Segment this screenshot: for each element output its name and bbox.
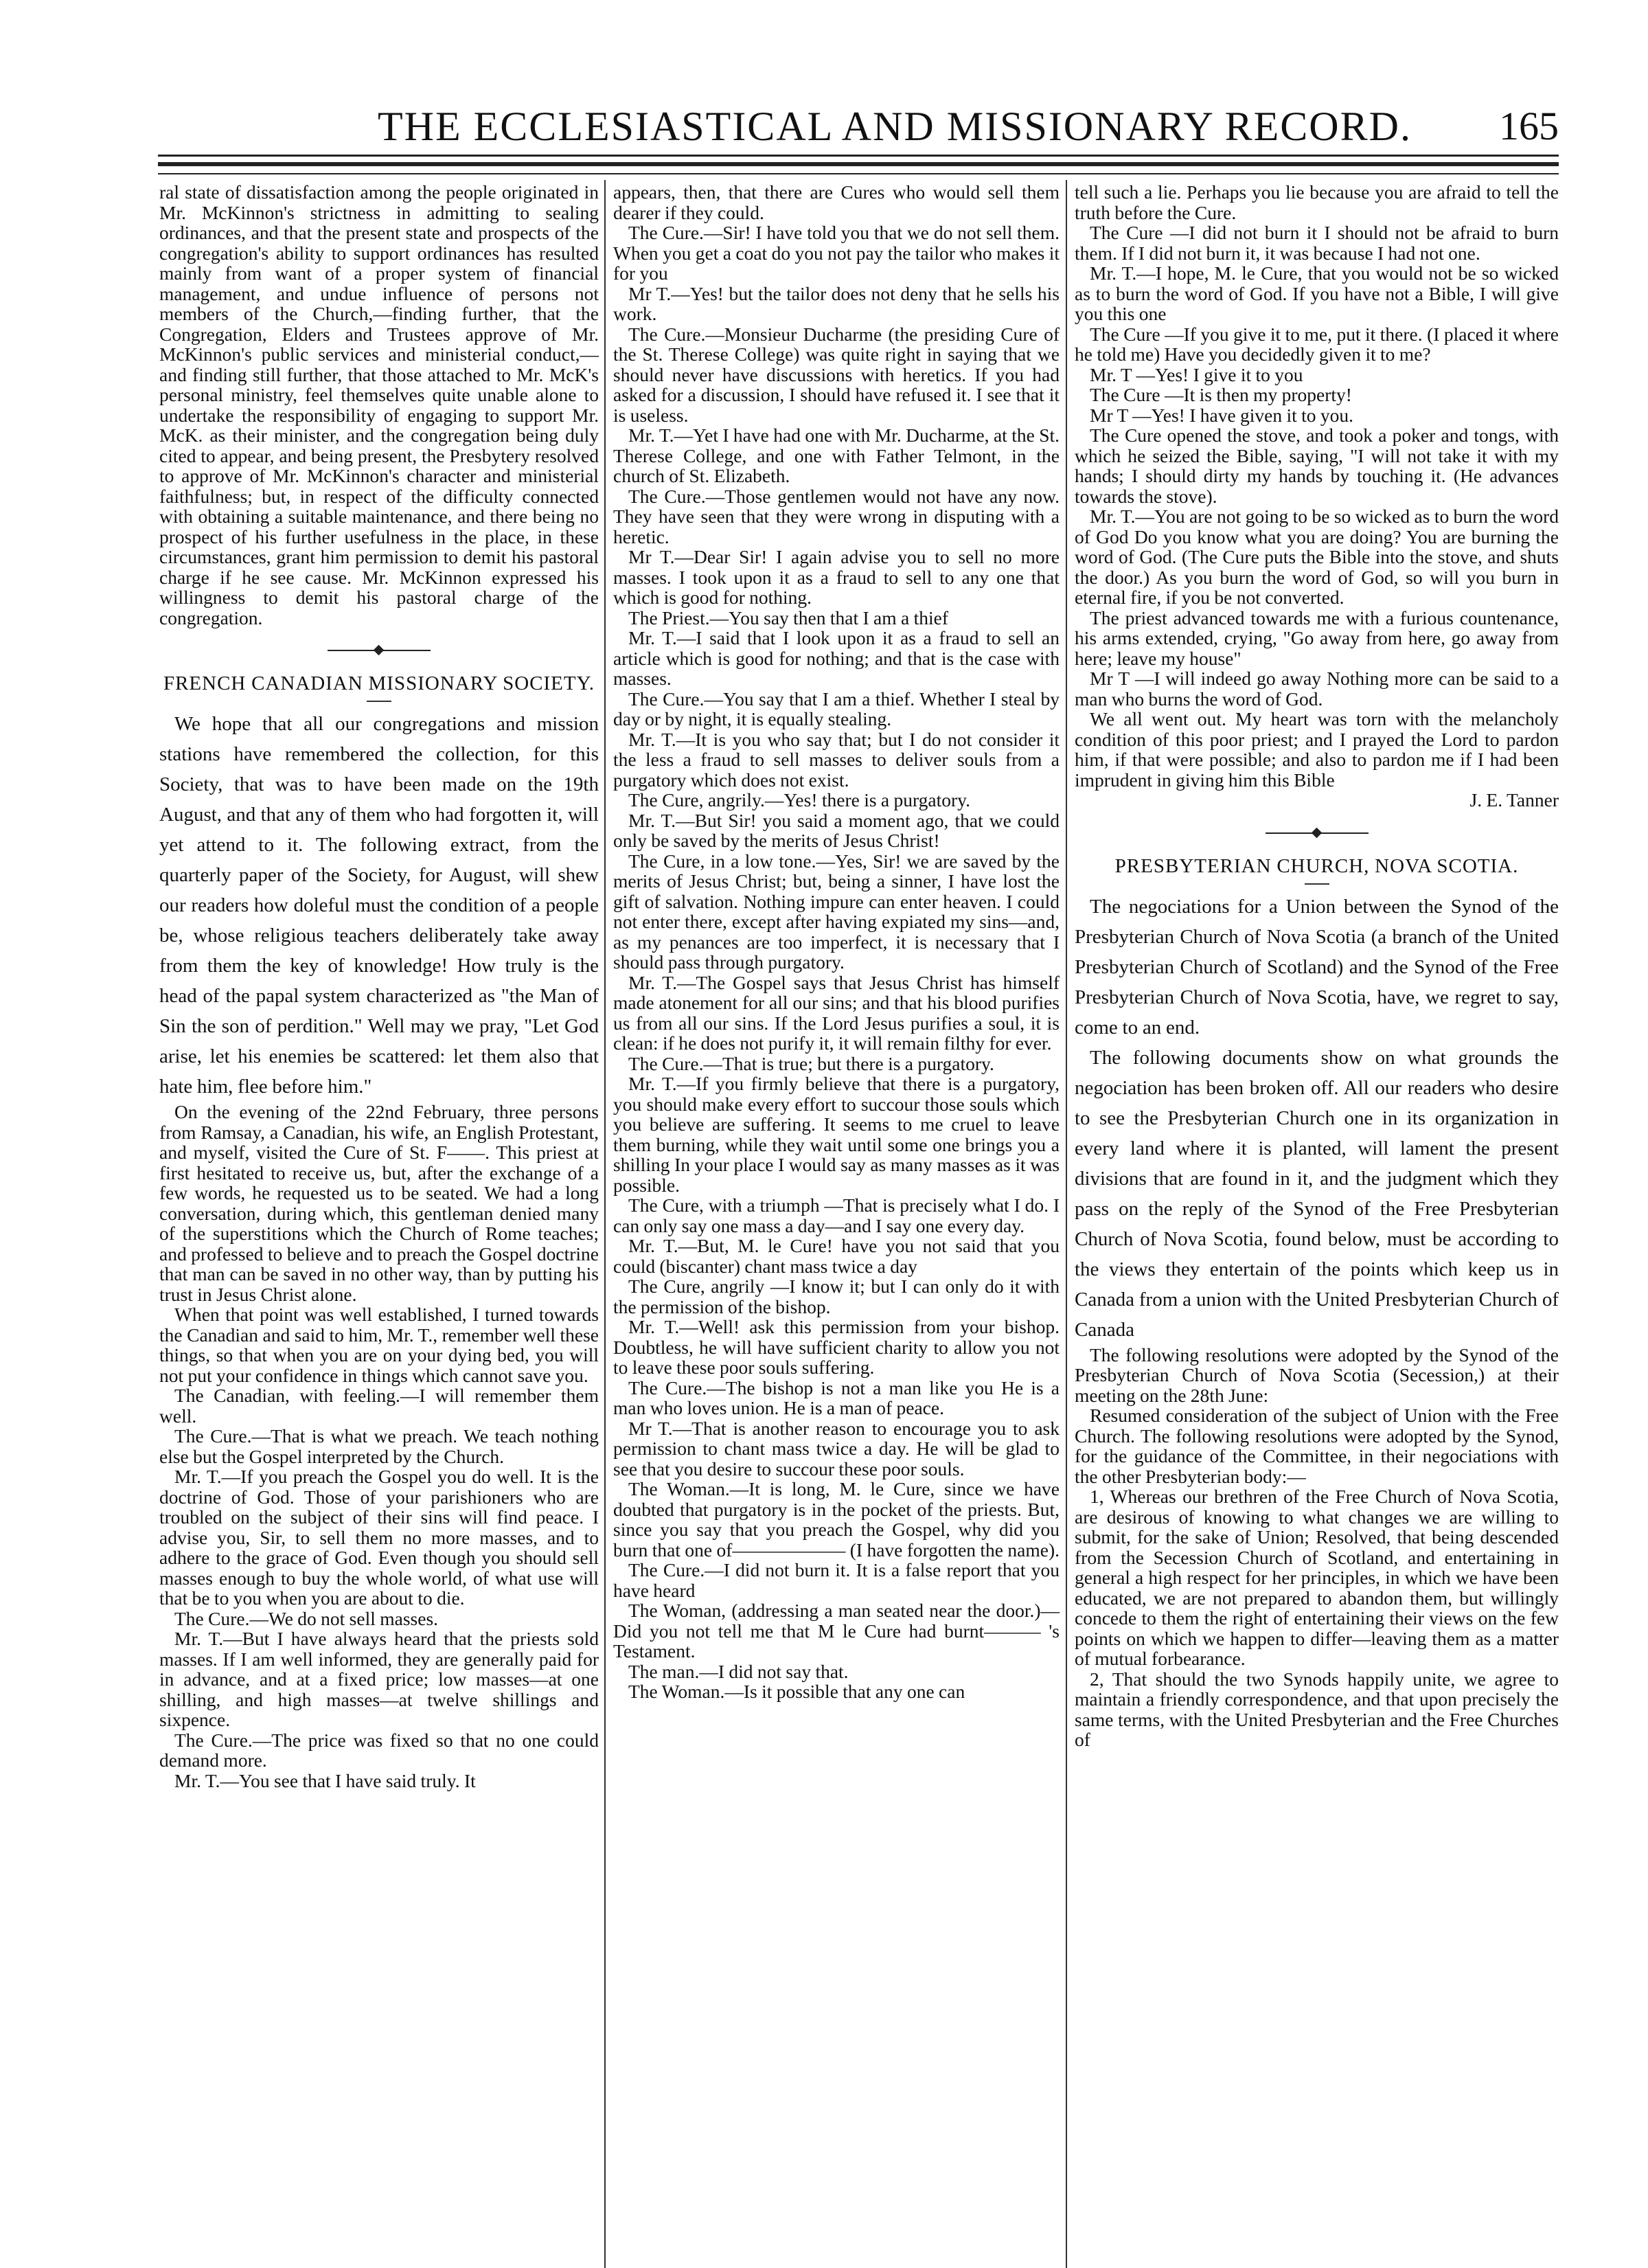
paragraph: The Cure, in a low tone.—Yes, Sir! we are saved by the merits of Jesus Christ; but, being a sinner, I have lost the gift of salvation. Nothing impure can enter heaven. I could not enter there, except after having expiated my sins—and, as my penances are too imperfect, it is necessary that I should pass through purgatory.: [613, 850, 1060, 973]
paragraph: The man.—I did not say that.: [628, 1660, 849, 1682]
column-3: [1075, 182, 1559, 1750]
section-heading: FRENCH CANADIAN MISSIONARY SOCIETY.: [163, 672, 595, 694]
paragraph: The Cure —It is then my property!: [1090, 384, 1352, 405]
paragraph: appears, then, that there are Cures who would sell them dearer if they could.: [613, 181, 1060, 223]
paragraph: tell such a lie. Perhaps you lie because you are afraid to tell the truth before the Cure.: [1075, 181, 1559, 223]
column-divider: [1066, 180, 1067, 2268]
header-rule-thick: [158, 162, 1559, 166]
paragraph: Mr. T —Yes! I give it to you: [1090, 363, 1303, 385]
paragraph: The Cure.—That is what we preach. We teach nothing else but the Gospel interpreted by the Church.: [159, 1425, 599, 1467]
paragraph: 2, That should the two Synods happily unite, we agree to maintain a friendly correspondence, and that upon precisely the same terms, with the United Presbyterian and the Free Churches of: [1075, 1668, 1559, 1750]
paragraph: Mr T.—Yes! but the tailor does not deny that he sells his work.: [613, 282, 1060, 324]
paragraph: The Cure.—That is true; but there is a purgatory.: [628, 1052, 994, 1074]
paragraph: The Cure.—The bishop is not a man like you He is a man who loves union. He is a man of peace.: [613, 1376, 1060, 1418]
paragraph: Mr. T.—Yet I have had one with Mr. Ducharme, at the St. Therese College, and one with Father Telmont, in the church of St. Elizabeth.: [613, 424, 1060, 486]
paragraph: The following documents show on what grounds the negociation has been broken off. All our readers who desire to see the Presbyterian Church one in its organization in every land where it is planted, will lament the present divisions that are found in it, and the judgment which they pass on the reply of the Synod of the Free Presbyterian Church of Nova Scotia, found below, must be according to the views they entertain of the points which keep us in Canada from a union with the United Presbyterian Church of Canada: [1075, 1046, 1559, 1341]
paragraph: The Cure.—The price was fixed so that no one could demand more.: [159, 1729, 599, 1771]
page-number: 165: [1499, 104, 1559, 148]
paragraph: The Cure.—Sir! I have told you that we do not sell them. When you get a coat do you not pay the tailor who makes it for you: [613, 222, 1060, 284]
paragraph: Mr. T.—Well! ask this permission from your bishop. Doubtless, he will have sufficient charity to allow you not to leave these poor souls suffering.: [613, 1316, 1060, 1378]
paragraph: The Cure —If you give it to me, put it there. (I placed it where he told me) Have you decidedly given it to me?: [1075, 323, 1559, 365]
column-1: [159, 182, 599, 1791]
heading-dash: [159, 699, 599, 703]
paragraph: ral state of dissatisfaction among the people originated in Mr. McKinnon's strictness in admitting to sealing ordinances, and that the present state and prospects of the congregation's ability to support ordinances has resulted mainly from want of a proper system of financial management, and undue influence of persons not members of the Church,—finding further, that the Congregation, Elders and Trustees approve of Mr. McKinnon's public services and ministerial conduct,—and finding still further, that those attached to Mr. McK's personal ministry, feel themselves quite unable alone to undertake the responsibility of engaging to support Mr. McK. as their minister, and the congregation being duly cited to appear, and being present, the Presbytery resolved to approve of Mr. McKinnon's character and ministerial faithfulness; but, in respect of the difficulty connected with obtaining a suitable maintenance, and there being no prospect of his further usefulness in the place, in these circumstances, grant him permission to demit his pastoral charge if he see cause. Mr. McKinnon expressed his willingness to demit his pastoral charge of the congregation.: [159, 181, 599, 628]
paragraph: Mr. T.—I said that I look upon it as a fraud to sell an article which is good for nothing; and that is the case with masses.: [613, 627, 1060, 689]
paragraph: Mr. T.—If you preach the Gospel you do well. It is the doctrine of God. Those of your parishioners who are troubled on the subject of their sins will find peace. I advise you, Sir, to sell them no more masses, and to adhere to the grace of God. Even though you should sell masses enough to buy the whole world, of what use will that be to you when you are about to die.: [159, 1466, 599, 1609]
section-heading: PRESBYTERIAN CHURCH, NOVA SCOTIA.: [1114, 854, 1519, 877]
page-title: THE ECCLESIASTICAL AND MISSIONARY RECORD.: [378, 104, 1412, 149]
paragraph: Mr T —I will indeed go away Nothing more can be said to a man who burns the word of God.: [1075, 668, 1559, 710]
author-signature: J. E. Tanner: [1469, 789, 1559, 810]
paragraph: Mr. T.—But, M. le Cure! have you not said that you could (biscanter) chant mass twice a day: [613, 1235, 1060, 1277]
paragraph: The negociations for a Union between the Synod of the Presbyterian Church of Nova Scotia (a branch of the United Presbyterian Church of Scotland) and the Synod of the Free Presbyterian Church of Nova Scotia, have, we regret to say, come to an end.: [1075, 895, 1559, 1039]
paragraph: We all went out. My heart was torn with the melancholy condition of this poor priest; and I prayed the Lord to pardon him, if that were possible; and also to pardon me if I had been imprudent in giving him this Bible: [1075, 708, 1559, 791]
heading-dash: [1075, 882, 1559, 886]
column-2: [613, 182, 1060, 1702]
paragraph: Mr. T.—But Sir! you said a moment ago, that we could only be saved by the merits of Jesus Christ!: [613, 809, 1060, 851]
paragraph: Mr T —Yes! I have given it to you.: [1090, 404, 1354, 426]
paragraph: Mr. T.—You are not going to be so wicked as to burn the word of God Do you know what you are doing? You are burning the word of God. (The Cure puts the Bible into the stove, and shuts the door.) As you burn the word of God, so will you burn in eternal fire, if you be not converted.: [1075, 506, 1559, 608]
paragraph: The Cure.—I did not burn it. It is a false report that you have heard: [613, 1559, 1060, 1601]
paragraph: The Cure —I did not burn it I should not be afraid to burn them. If I did not burn it, it was because I had not one.: [1075, 222, 1559, 264]
paragraph: Mr. T.—I hope, M. le Cure, that you would not be so wicked as to burn the word of God. If you have not a Bible, I will give you this one: [1075, 262, 1559, 324]
paragraph: Resumed consideration of the subject of Union with the Free Church. The following resolutions were adopted by the Synod, for the guidance of the Committee, in their negociations with the other Presbyterian body:—: [1075, 1405, 1559, 1487]
paragraph: Mr T.—That is another reason to encourage you to ask permission to chant mass twice a day. He will be glad to see that you desire to succour these poor souls.: [613, 1417, 1060, 1479]
paragraph: The Woman, (addressing a man seated near the door.)—Did you not tell me that M le Cure had burnt——— 's Testament.: [613, 1600, 1060, 1662]
paragraph: The Cure, angrily.—Yes! there is a purgatory.: [628, 789, 971, 810]
paragraph: Mr. T.—But I have always heard that the priests sold masses. If I am well informed, they are generally paid for in advance, and at a fixed price; low masses—at one shilling, and high masses—at twelve shillings and sixpence.: [159, 1628, 599, 1730]
paragraph: The Cure.—Those gentlemen would not have any now. They have seen that they were wrong in disputing with a heretic.: [613, 485, 1060, 547]
paragraph: Mr. T.—The Gospel says that Jesus Christ has himself made atonement for all our sins; and that his blood purifies us from all our sins. If the Lord Jesus purifies a soul, it is clean: if he does not purify it, it will remain filthy for ever.: [613, 971, 1060, 1054]
paragraph: The priest advanced towards me with a furious countenance, his arms extended, crying, "Go away from here, go away from here; leave my house": [1075, 606, 1559, 669]
paragraph: The Cure, with a triumph —That is precisely what I do. I can only say one mass a day—and I say one every day.: [613, 1194, 1060, 1236]
paragraph: Mr. T.—If you firmly believe that there is a purgatory, you should make every effort to succour those souls which you believe are suffering. It seems to me cruel to leave them burning, while they wait until some one brings you a shilling In your place I would say as many masses as it was possible.: [613, 1073, 1060, 1196]
paragraph: The Cure.—We do not sell masses.: [174, 1607, 439, 1629]
paragraph: Mr. T.—It is you who say that; but I do not consider it the less a fraud to sell masses to deliver souls from a purgatory which does not exist.: [613, 728, 1060, 791]
page-header: [158, 103, 1559, 158]
paragraph: The Woman.—It is long, M. le Cure, since we have doubted that purgatory is in the pocket of the priests. But, since you say that you preach the Gospel, why did you burn that one of—————— (I have forgotten the name).: [613, 1478, 1060, 1561]
paragraph: The Cure.—Monsieur Ducharme (the presiding Cure of the St. Therese College) was quite right in saying that we should never have discussions with heretics. If you had asked for a discussion, I should have refused it. I see that it is useless.: [613, 323, 1060, 426]
paragraph: The Cure.—You say that I am a thief. Whether I steal by day or by night, it is equally stealing.: [613, 688, 1060, 729]
paragraph: The Woman.—Is it possible that any one can: [628, 1681, 965, 1702]
paragraph: The Cure opened the stove, and took a poker and tongs, with which he seized the Bible, saying, "I will not take it with my hands; I should dirty my hands by touching it. (He advances towards the stove).: [1075, 424, 1559, 507]
paragraph: The Priest.—You say then that I am a thief: [628, 606, 948, 628]
paragraph: On the evening of the 22nd February, three persons from Ramsay, a Canadian, his wife, an English Protestant, and myself, visited the Cure of St. F——. This priest at first hesitated to receive us, but, after the exchange of a few words, he requested us to be seated. We had a long conversation, during which, this gentleman denied many of the superstitions which the Church of Rome teaches; and professed to believe and to preach the Gospel doctrine that man can be saved in no other way, than by putting his trust in Jesus Christ alone.: [159, 1101, 599, 1305]
paragraph: The Canadian, with feeling.—I will remember them well.: [159, 1385, 599, 1427]
paragraph: When that point was well established, I turned towards the Canadian and said to him, Mr. T., remember well these things, so that when you are on your dying bed, you will not put your confidence in things which cannot save you.: [159, 1304, 599, 1386]
paragraph: 1, Whereas our brethren of the Free Church of Nova Scotia, are desirous of knowing to what changes we are willing to submit, for the sake of Union; Resolved, that being descended from the Secession Church of Scotland, and entertaining in general a high respect for her principles, in which we have been educated, we are not prepared to abandon them, but willingly concede to them the right of entertaining their views on the few points on which we happen to differ—leaving them as a matter of mutual forbearance.: [1075, 1486, 1559, 1669]
header-rule-top: [158, 155, 1559, 157]
paragraph: Mr. T.—You see that I have said truly. It: [174, 1769, 476, 1791]
section-ornament: [159, 646, 599, 655]
paragraph: The Cure, angrily —I know it; but I can only do it with the permission of the bishop.: [613, 1275, 1060, 1317]
paragraph: The following resolutions were adopted by the Synod of the Presbyterian Church of Nova Scotia (Secession,) at their meeting on the 28th June:: [1075, 1343, 1559, 1406]
paragraph: We hope that all our congregations and mission stations have remembered the collection, for this Society, that was to have been made on the 19th August, and that any of them who had forgotten it, will yet attend to it. The following extract, from the quarterly paper of the Society, for August, will shew our readers how doleful must the condition of a people be, whose religious teachers deliberately take away from them the key of knowledge! How truly is the head of the papal system characterized as "the Man of Sin the son of perdition." Well may we pray, "Let God arise, let his enemies be scattered: let them also that hate him, flee before him.": [159, 713, 599, 1098]
column-divider: [604, 180, 606, 2268]
section-ornament: [1075, 828, 1559, 838]
paragraph: Mr T.—Dear Sir! I again advise you to sell no more masses. I took upon it as a fraud to sell to any one that which is good for nothing.: [613, 546, 1060, 608]
header-rule-bottom: [158, 173, 1559, 174]
